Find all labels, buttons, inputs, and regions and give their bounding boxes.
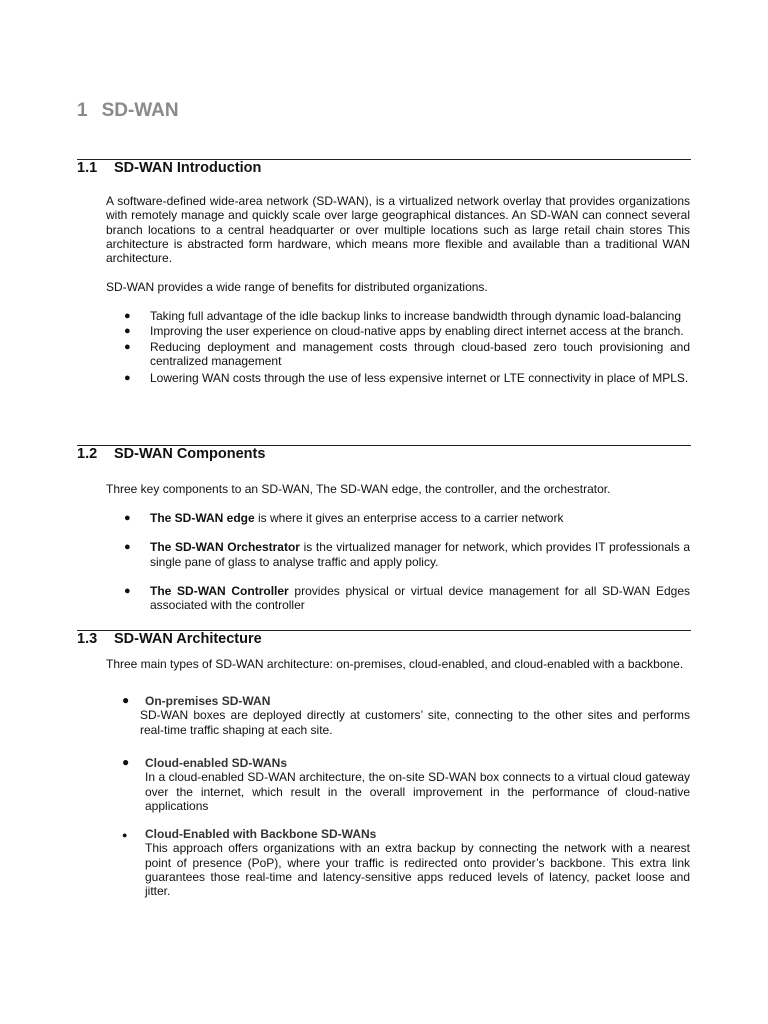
architecture-type-title: Cloud-Enabled with Backbone SD-WANs (145, 827, 377, 841)
chapter-heading (77, 100, 179, 122)
section-number: 1.1 (77, 160, 98, 176)
list-item (106, 309, 690, 323)
list-item-text: Taking full advantage of the idle backup links to increase bandwidth through dynamic load-balancing (150, 309, 682, 323)
bullet-icon: ● (124, 541, 131, 554)
architecture-type-body: SD-WAN boxes are deployed directly at customers’ site, connecting to the other sites and performs real-time traffic shaping at each site. (140, 708, 690, 737)
components-intro: Three key components to an SD-WAN, The SD-WAN edge, the controller, and the orchestrator. (106, 482, 611, 496)
component-description: provides physical or virtual device management for all SD-WAN Edges associated with the controller (150, 583, 690, 613)
bullet-icon: ● (124, 372, 131, 385)
architecture-type-title: On-premises SD-WAN (145, 694, 271, 708)
chapter-number: 1 (77, 100, 88, 121)
list-item-text: Improving the user experience on cloud-native apps by enabling direct internet access at the branch. (150, 324, 684, 339)
bullet-icon: ● (122, 830, 128, 840)
list-item (106, 584, 690, 613)
architecture-type (120, 694, 690, 737)
list-item (106, 371, 690, 385)
section-heading-intro (77, 160, 261, 176)
list-item (106, 340, 690, 369)
list-item-text: Lowering WAN costs through the use of less expensive internet or LTE connectivity in place of MPLS. (150, 371, 689, 386)
component-description: is the virtualized manager for network, which provides IT professionals a single pane of glass to analyse traffic and apply policy. (150, 540, 691, 569)
chapter-title: SD-WAN (101, 100, 179, 121)
bullet-icon: ● (124, 325, 131, 338)
bullet-icon: ● (124, 310, 131, 322)
architecture-type-body: This approach offers organizations with an extra backup by connecting the network with a nearest point of presence (PoP), where your traffic is redirected onto provider’s backbone. This extra link guarantees those real-time and latency-sensitive apps reduced levels of latency, packet loose and jitter. (145, 841, 690, 899)
components-list (106, 511, 690, 612)
component-term: The SD-WAN edge (150, 511, 255, 525)
list-item (106, 511, 690, 525)
architecture-type (120, 756, 690, 813)
bullet-icon: ● (122, 755, 130, 769)
bullet-icon: ● (124, 340, 131, 353)
benefits-list (106, 309, 690, 385)
architecture-intro: Three main types of SD-WAN architecture: on-premises, cloud-enabled, and cloud-enabled with a backbone. (106, 657, 684, 671)
section-title: SD-WAN Components (114, 446, 266, 462)
list-item (106, 540, 690, 569)
bullet-icon: ● (124, 512, 131, 524)
bullet-icon: ● (122, 693, 130, 707)
intro-paragraph: A software-defined wide-area network (SD-WAN), is a virtualized network overlay that provides organizations with remotely manage and quickly scale over large geographical distances. An SD-WAN can connect several branch locations to a central headquarter or over multiple locations such as large retail chain stores This architecture is abstracted form hardware, which means more flexible and available than a traditional WAN architecture. (106, 194, 690, 266)
architecture-type-body: In a cloud-enabled SD-WAN architecture, the on-site SD-WAN box connects to a virtual cloud gateway over the internet, which result in the overall improvement in the performance of cloud-native applications (145, 770, 690, 813)
list-item (106, 324, 690, 338)
section-title: SD-WAN Architecture (114, 631, 262, 647)
bullet-icon: ● (124, 584, 131, 597)
component-description: is where it gives an enterprise access to a carrier network (254, 511, 564, 525)
section-number: 1.3 (77, 631, 98, 647)
section-heading-components (77, 446, 265, 462)
architecture-type-title: Cloud-enabled SD-WANs (145, 756, 288, 770)
section-heading-architecture (77, 631, 262, 647)
component-term: The SD-WAN Controller (150, 583, 289, 598)
benefits-lead: SD-WAN provides a wide range of benefits for distributed organizations. (106, 280, 488, 294)
architecture-type (120, 827, 690, 898)
section-title: SD-WAN Introduction (114, 160, 262, 176)
section-number: 1.2 (77, 446, 98, 462)
list-item-text: Reducing deployment and management costs through cloud-based zero touch provisioning and centralized management (150, 339, 690, 368)
component-term: The SD-WAN Orchestrator (150, 540, 300, 555)
